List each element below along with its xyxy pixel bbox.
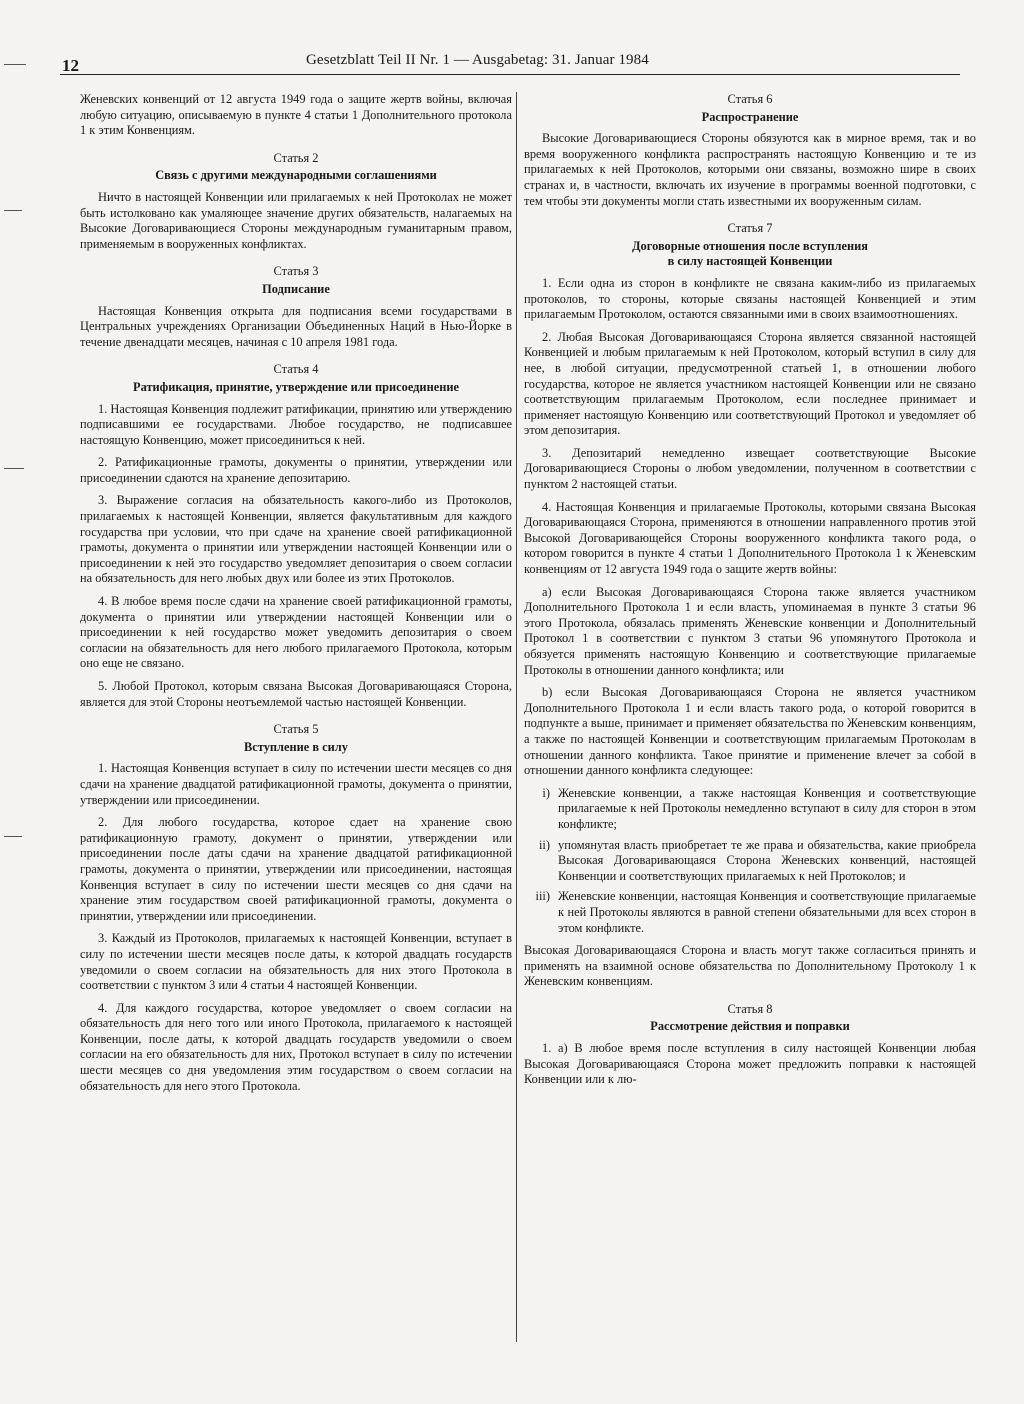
paragraph: b) если Высокая Договаривающаяся Сторона не является участником Дополнительного Протокола 1 и если власть такого рода, о которой говорится в подпункте а выше, принимает и применяет обязательства по Женевским конвенциям, а также по настоящей Конвенции и соответствующим прилагаемым Протоколам в отношении данного конфликта. Такое принятие и применение влечет за собой в отношении данного конфликта следующее: bbox=[524, 685, 976, 778]
article-number: Статья 6 bbox=[727, 92, 773, 106]
article-title-line: Договорные отношения после вступления bbox=[632, 238, 868, 253]
article-number: Статья 4 bbox=[273, 362, 319, 377]
list-item bbox=[524, 838, 976, 885]
intro-paragraph: Женевских конвенций от 12 августа 1949 года о защите жертв войны, включая любую ситуацию, описываемую в пункте 4 статьи 1 Дополнительного протокола 1 к этим Конвенциям. bbox=[80, 92, 512, 138]
article-title: Рассмотрение действия и поправки bbox=[650, 1019, 850, 1034]
margin-mark bbox=[4, 836, 22, 837]
margin-mark bbox=[4, 64, 26, 65]
list-item bbox=[524, 786, 976, 833]
paragraph: 2. Для любого государства, которое сдает на хранение свою ратификационную грамоту, документ о принятии, утверждении или присоединении после даты сдачи на хранение двадцатой ратификационной грамоты, документа о принятии, утверждении или присоединении, настоящая Конвенция вступает в силу по истечении шести месяцев со дня сдачи на хранение этим государством своей ратификационной грамоты, документа о принятии, утверждении или присоединении. bbox=[80, 815, 512, 923]
list-item bbox=[524, 889, 976, 936]
paragraph: 2. Любая Высокая Договаривающаяся Сторона является связанной настоящей Конвенцией и любым прилагаемым к ней Протоколом, который вступил в силу для нее, в любой ситуации, предусмотренной статьей 1, в отношении любого государства, которое не является участником настоящей Конвенции или не связано соответствующим прилагаемым Протоколом, если последнее принимает и применяет настоящую Конвенцию или соответствующий Протокол и уведомляет об этом депозитария. bbox=[524, 329, 976, 438]
paragraph: 3. Каждый из Протоколов, прилагаемых к настоящей Конвенции, вступает в силу по истечении шести месяцев после даты, к которой двадцать государств уведомили о своем согласии на обязательность для них этого Протокола в соответствии с пунктом 3 или 4 статьи 4 настоящей Конвенции. bbox=[80, 931, 512, 993]
paragraph: 5. Любой Протокол, которым связана Высокая Договаривающаяся Сторона, является для этой Стороны неотъемлемой частью настоящей Конвенции. bbox=[80, 679, 512, 709]
article-number: Статья 7 bbox=[727, 221, 773, 236]
paragraph: 4. Настоящая Конвенция и прилагаемые Протоколы, которыми связана Высокая Договаривающаяся Сторона, применяются в отношении направленного против этой Высокой Договаривающейся Стороны вооруженного конфликта такого рода, о котором говорится в пункте 4 статьи 1 Дополнительного Протокола 1 к Женевским конвенциям от 12 августа 1949 года о защите жертв войны: bbox=[524, 499, 976, 577]
right-column bbox=[524, 92, 976, 1095]
paragraph: Настоящая Конвенция открыта для подписания всеми государствами в Центральных учреждениях Организации Объединенных Наций в Нью-Йорке в течение двенадцати месяцев, начиная с 10 апреля 1981 года. bbox=[80, 303, 512, 349]
list-item-text: Женевские конвенции, настоящая Конвенция и соответствующие прилагаемые к ней Протоколы являются в равной степени обязательными для всех сторон в этом конфликте. bbox=[558, 889, 976, 935]
paragraph: а) если Высокая Договаривающаяся Сторона также является участником Дополнительного Протокола 1 и если власть, упоминаемая в пункте 3 статьи 96 этого Протокола, обязалась применять Женевские конвенции и Дополнительный Протокол 1 в соответствии с пунктом 3 статьи 96 упомянутого Протокола и обязуется применять настоящую Конвенцию и соответствующие прилагаемые Протоколы в отношении данного конфликта; или bbox=[524, 584, 976, 677]
list-item-text: упомянутая власть приобретает те же права и обязательства, какие приобрела Высокая Договаривающаяся Сторона Женевских конвенций, настоящей Конвенции и соответствующих прилагаемых к ней Протоколов; и bbox=[558, 837, 976, 883]
column-divider bbox=[516, 92, 517, 1342]
sub-item-list bbox=[524, 786, 976, 936]
paragraph: 1. Настоящая Конвенция вступает в силу по истечении шести месяцев со дня сдачи на хранение двадцатой ратификационной грамоты, документа о принятии, утверждении или присоединении. bbox=[80, 761, 512, 807]
page-number: 12 bbox=[62, 56, 79, 75]
paragraph: 4. Для каждого государства, которое уведомляет о своем согласии на обязательность для него того или иного Протокола, прилагаемого к настоящей Конвенции, после даты, к которой двадцать государств уведомили о своем согласии на его обязательность для них, Протокол вступает в силу по истечении шести месяцев со дня уведомления этим государством о своем согласии на обязательность для него этого Протокола. bbox=[80, 1000, 512, 1093]
paragraph: 1. Если одна из сторон в конфликте не связана каким-либо из прилагаемых протоколов, то стороны, которые связаны настоящей Конвенцией и этим прилагаемым Протоколом, остаются связанными ими в своих взаимоотношениях. bbox=[524, 275, 976, 322]
article-title: Ратификация, принятие, утверждение или присоединение bbox=[133, 379, 459, 394]
list-item-label: ii) bbox=[538, 837, 550, 852]
article-number: Статья 5 bbox=[273, 722, 319, 737]
margin-mark bbox=[4, 468, 24, 469]
list-item-label: i) bbox=[542, 785, 550, 800]
article-number: Статья 8 bbox=[727, 1001, 773, 1016]
paragraph: 2. Ратификационные грамоты, документы о принятии, утверждении или присоединении сдаются на хранение депозитарию. bbox=[80, 455, 512, 485]
article-title-line: в силу настоящей Конвенции bbox=[667, 254, 833, 269]
article-number: Статья 2 bbox=[273, 150, 319, 165]
article-title: Связь с другими международными соглашениями bbox=[155, 168, 437, 183]
left-column bbox=[80, 92, 512, 1101]
paragraph: 3. Выражение согласия на обязательность какого-либо из Протоколов, прилагаемых к настоящей Конвенции, является факультативным для каждого государства при условии, что при сдаче на хранение своей ратификационной грамоты, документа о принятии или утверждении настоящей Конвенции или о присоединении к ней это государство уведомляет депозитария о своем согласии на обязательность для него любых двух или более из этих Протоколов. bbox=[80, 493, 512, 586]
paragraph: 1. Настоящая Конвенция подлежит ратификации, принятию или утверждению подписавшими ее государствами. Любое государство, не подписавшее настоящую Конвенцию, может присоединиться к ней. bbox=[80, 401, 512, 447]
list-item-label: iii) bbox=[535, 889, 550, 904]
paragraph: 4. В любое время после сдачи на хранение своей ратификационной грамоты, документа о принятии или утверждении настоящей Конвенции или о присоединении к ней государство может уведомить депозитария о своем согласии на обязательность для него любого прилагаемого Протокола, которым оно еще не связано. bbox=[80, 594, 512, 671]
list-item-text: Женевские конвенции, а также настоящая Конвенция и соответствующие прилагаемые к ней Протоколы немедленно вступают в силу для сторон в этом конфликте; bbox=[558, 785, 976, 831]
paragraph: Ничто в настоящей Конвенции или прилагаемых к ней Протоколах не может быть истолковано как умаляющее значение других обязательств, налагаемых на Высокие Договаривающиеся Стороны международным гуманитарным правом, применяемым в вооруженных конфликтах. bbox=[80, 189, 512, 251]
article-title: Вступление в силу bbox=[244, 739, 348, 754]
running-head: Gesetzblatt Teil II Nr. 1 — Ausgabetag: 31. Januar 1984 bbox=[306, 52, 649, 68]
page-header bbox=[60, 48, 960, 75]
paragraph: 3. Депозитарий немедленно извещает соответствующие Высокие Договаривающиеся Стороны о любом уведомлении, полученном в соответствии с пунктом 2 настоящей статьи. bbox=[524, 445, 976, 492]
paragraph: 1. а) В любое время после вступления в силу настоящей Конвенции любая Высокая Договаривающаяся Сторона может предложить поправки к настоящей Конвенции или к лю- bbox=[524, 1041, 976, 1087]
margin-mark bbox=[4, 210, 22, 211]
article-title: Подписание bbox=[262, 281, 330, 296]
paragraph: Высокая Договаривающаяся Сторона и власть могут также согласиться принять и применять на взаимной основе обязательства по Дополнительному Протоколу 1 к Женевским конвенциям. bbox=[524, 943, 976, 989]
article-title bbox=[524, 239, 976, 270]
article-number: Статья 3 bbox=[273, 264, 319, 279]
article-title: Распространение bbox=[701, 109, 799, 124]
paragraph: Высокие Договаривающиеся Стороны обязуются как в мирное время, так и во время вооруженного конфликта распространять настоящую Конвенцию и те из прилагаемых к ней Протоколов, которыми они связаны, возможно шире в своих странах и, в частности, включать их изучение в программы военной подготовки, с тем чтобы эти документы могли стать известными их вооруженным силам. bbox=[524, 131, 976, 208]
